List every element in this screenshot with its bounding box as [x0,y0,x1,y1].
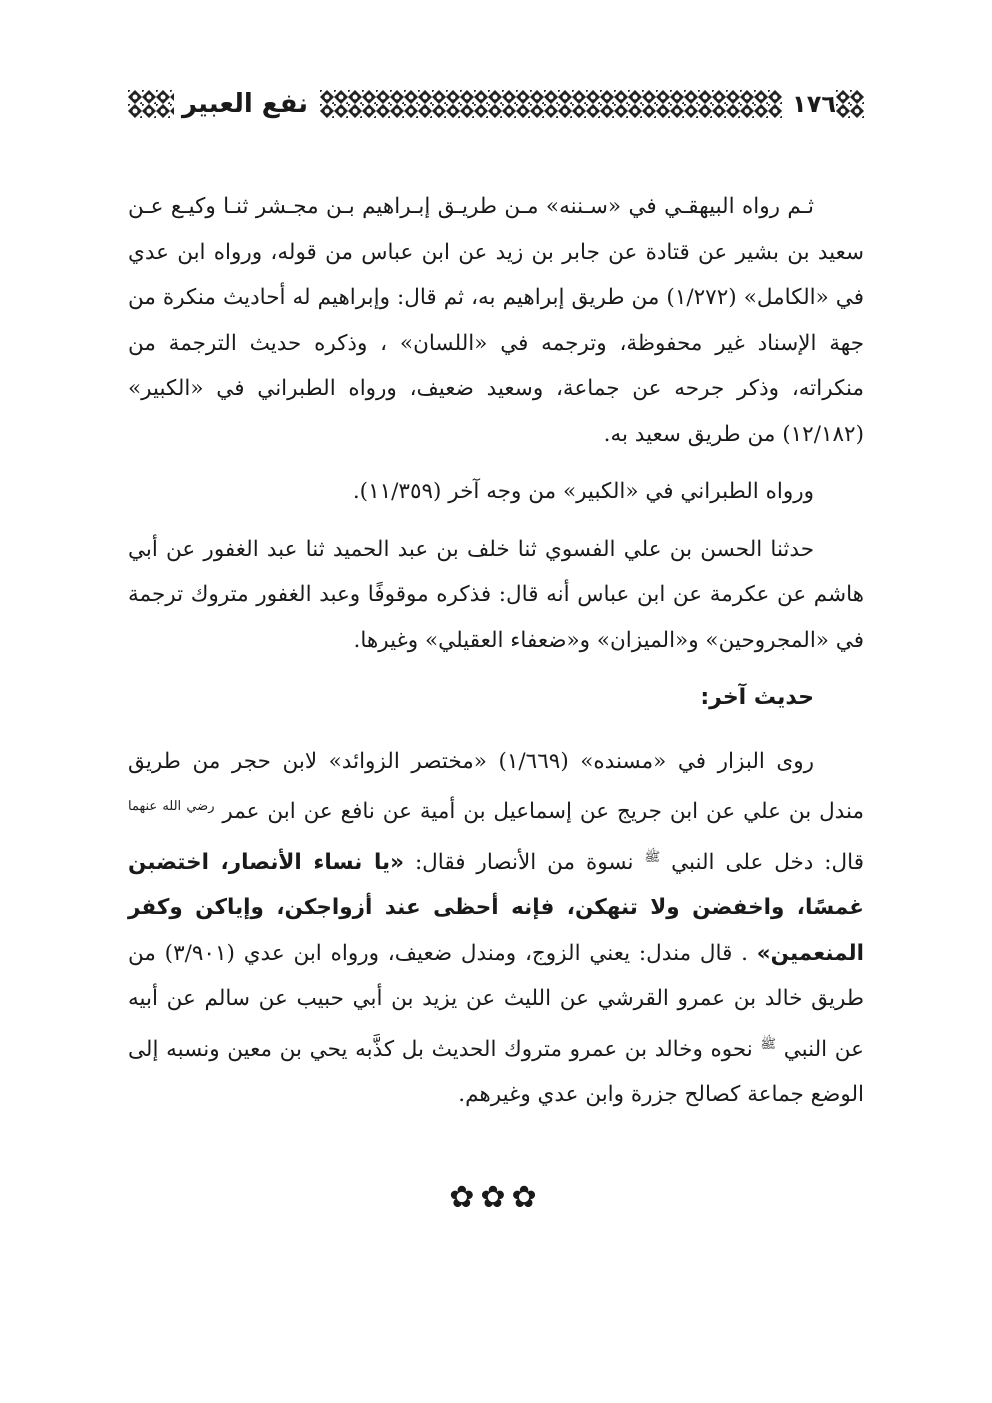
paragraph-3: حدثنا الحسن بن علي الفسوي ثنا خلف بن عبد الحميد ثنا عبد الغفور عن أبي هاشم عن عكرمة عن ابن عباس أنه قال: فذكره موقوفًا وعبد الغفور متروك ترجمة في «المجروحين» و«الميزان» و«ضعفاء العقيلي» وغيرها. [128,536,864,653]
paragraph-4-part-e: نحوه وخالد بن عمرو متروك الحديث بل كذَّبه يحي بن معين ونسبه إلى الوضع جماعة كصالح جزرة وابن عدي وغيرهم. [128,1036,864,1108]
page-body [128,184,864,1118]
paragraph-4-part-d: . قال مندل: يعني الزوج، ومندل ضعيف، ورواه ابن عدي (٣/٩٠١) من طريق خالد بن عمرو القرشي عن الليث عن يزيد بن أبي حبيب عن سالم عن أبيه عن النبي [128,940,864,1062]
book-title: نفع العبير [182,89,309,119]
salawat-icon: ﷺ [644,849,661,865]
paragraph-4-part-b: قال: دخل على النبي [671,849,864,875]
paragraph-1: ثـم رواه البيهقـي في «سـننه» مـن طريـق إبـراهيم بـن مجـشر ثنـا وكيـع عـن سعيد بن بشير عن قتادة عن جابر بن زيد عن ابن عباس من قوله، ورواه ابن عدي في «الكامل» (١/٢٧٢) من طريق إبراهيم به، ثم قال: وإبراهيم له أحاديث منكرة من جهة الإسناد غير محفوظة، وترجمه في «اللسان» ، وذكره حديث الترجمة من منكراته، وذكر جرحه عن جماعة، وسعيد ضعيف، ورواه الطبراني في «الكبير» (١٢/١٨٢) من طريق سعيد به. [128,194,865,447]
section-heading: حديث آخر: [700,685,814,710]
section-end-ornament: ✿✿✿ [449,1180,543,1215]
page-number: ١٧٦ [792,90,836,118]
paragraph-4-part-a: روى البزار في «مسنده» (١/٦٦٩) «مختصر الزوائد» لابن حجر من طريق مندل بن علي عن ابن جريج عن إسماعيل بن أمية عن نافع عن ابن عمر [128,748,864,825]
hadith-text: «يا نساء الأنصار، اختضبن غمسًا، واخفضن ولا تنهكن، فإنه أحظى عند أزواجكن، وإياكن وكفر المنعمين» [128,849,864,966]
ornament-band-left-icon [836,90,864,118]
ornament-band-center-icon [320,90,782,118]
paragraph-2: ورواه الطبراني في «الكبير» من وجه آخر (١١/٣٥٩). [352,479,814,504]
paragraph-4 [128,739,864,1118]
salawat-icon: ﷺ [760,1036,777,1052]
page-header [128,84,864,124]
paragraph-4-part-c: نسوة من الأنصار فقال: [414,849,634,875]
honorific-icon: رضي الله عنهما [128,799,215,814]
ornament-band-right-icon [128,90,174,118]
